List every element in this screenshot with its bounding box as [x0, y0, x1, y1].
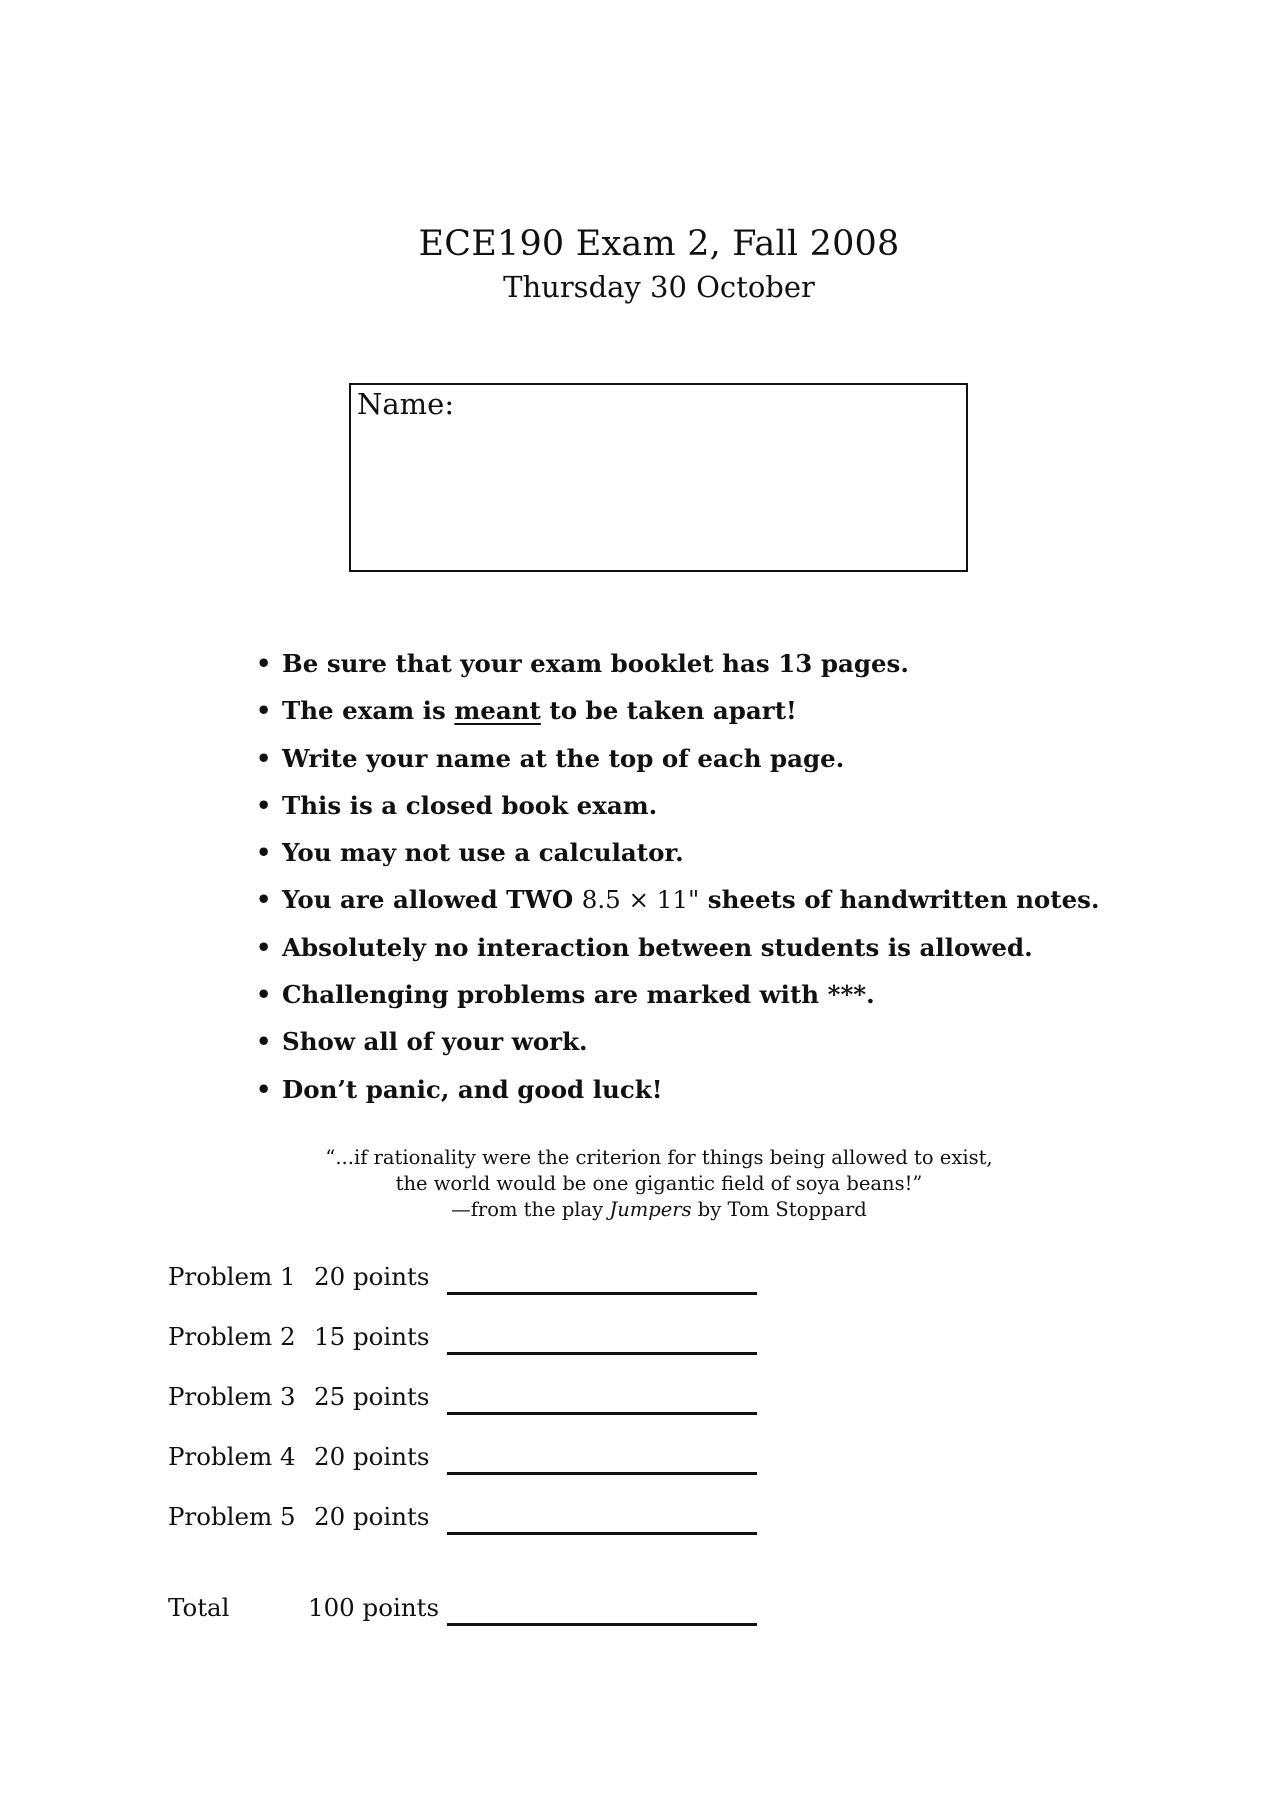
instruction-text: Write your name at the top of each page. [282, 743, 845, 773]
problem-points: 25 points [314, 1382, 430, 1411]
score-blank-line[interactable] [447, 1352, 757, 1355]
name-field-box[interactable] [349, 383, 968, 572]
instruction-text: Don’t panic, and good luck! [282, 1074, 663, 1104]
instruction-text-before: You are allowed TWO [282, 885, 582, 915]
instruction-text-after: sheets of handwritten notes. [699, 885, 1100, 915]
score-blank-line[interactable] [447, 1472, 757, 1475]
score-row [168, 1502, 768, 1542]
score-blank-line[interactable] [447, 1532, 757, 1535]
list-item [256, 1026, 1100, 1073]
exam-title: ECE190 Exam 2, Fall 2008 [418, 224, 900, 264]
list-item [256, 648, 1100, 695]
instruction-text: This is a closed book exam. [282, 790, 658, 820]
bullet-icon: • [256, 838, 272, 868]
score-row [168, 1382, 768, 1422]
problem-points: 20 points [314, 1442, 430, 1471]
name-label: Name: [357, 387, 455, 421]
bullet-icon: • [256, 1074, 272, 1104]
list-item [256, 837, 1100, 884]
quote-line-1: “...if rationality were the criterion for things being allowed to exist, [325, 1146, 993, 1169]
total-blank-line[interactable] [447, 1623, 757, 1626]
problem-points: 15 points [314, 1322, 430, 1351]
problem-label: Problem 5 [168, 1502, 296, 1531]
instruction-text-before: The exam is [282, 696, 455, 726]
bullet-icon: • [256, 790, 272, 820]
list-item [256, 743, 1100, 790]
score-row [168, 1442, 768, 1482]
bullet-icon: • [256, 932, 272, 962]
problem-label: Problem 4 [168, 1442, 296, 1471]
total-points: 100 points [308, 1593, 440, 1622]
problem-points: 20 points [314, 1262, 430, 1291]
list-item [256, 932, 1100, 979]
attribution-work: Jumpers [609, 1198, 692, 1221]
bullet-icon: • [256, 885, 272, 915]
problem-label: Problem 1 [168, 1262, 296, 1291]
score-blank-line[interactable] [447, 1412, 757, 1415]
list-item [256, 790, 1100, 837]
bullet-icon: • [256, 696, 272, 726]
score-row [168, 1262, 768, 1302]
bullet-icon: • [256, 1027, 272, 1057]
instruction-underlined-word: meant [454, 696, 541, 726]
bullet-icon: • [256, 649, 272, 678]
quote-line-2: the world would be one gigantic field of soya beans!” [395, 1172, 923, 1195]
instruction-text: Be sure that your exam booklet has 13 pages. [282, 649, 909, 678]
instruction-text: Absolutely no interaction between students is allowed. [282, 932, 1033, 962]
attribution-prefix: —from the play [451, 1198, 610, 1221]
instruction-text-after: to be taken apart! [540, 696, 797, 726]
instruction-text: You may not use a calculator. [282, 838, 684, 868]
score-row [168, 1322, 768, 1362]
problem-points: 20 points [314, 1502, 430, 1531]
bullet-icon: • [256, 980, 272, 1010]
list-item [256, 1074, 1100, 1121]
list-item [256, 695, 1100, 742]
list-item [256, 979, 1100, 1026]
attribution-suffix: by Tom Stoppard [691, 1198, 867, 1221]
problem-label: Problem 2 [168, 1322, 296, 1351]
instruction-text: Challenging problems are marked with ***. [282, 980, 875, 1010]
epigraph-quote [0, 1145, 1280, 1223]
total-row [168, 1593, 768, 1633]
total-label: Total [168, 1593, 230, 1622]
list-item [256, 884, 1100, 931]
instruction-math: 8.5 × 11" [581, 885, 700, 915]
bullet-icon: • [256, 743, 272, 773]
problem-label: Problem 3 [168, 1382, 296, 1411]
instruction-text: Show all of your work. [282, 1027, 588, 1057]
exam-date: Thursday 30 October [503, 270, 815, 304]
quote-attribution [0, 1197, 1280, 1223]
instructions-list [256, 648, 1100, 1121]
score-blank-line[interactable] [447, 1292, 757, 1295]
